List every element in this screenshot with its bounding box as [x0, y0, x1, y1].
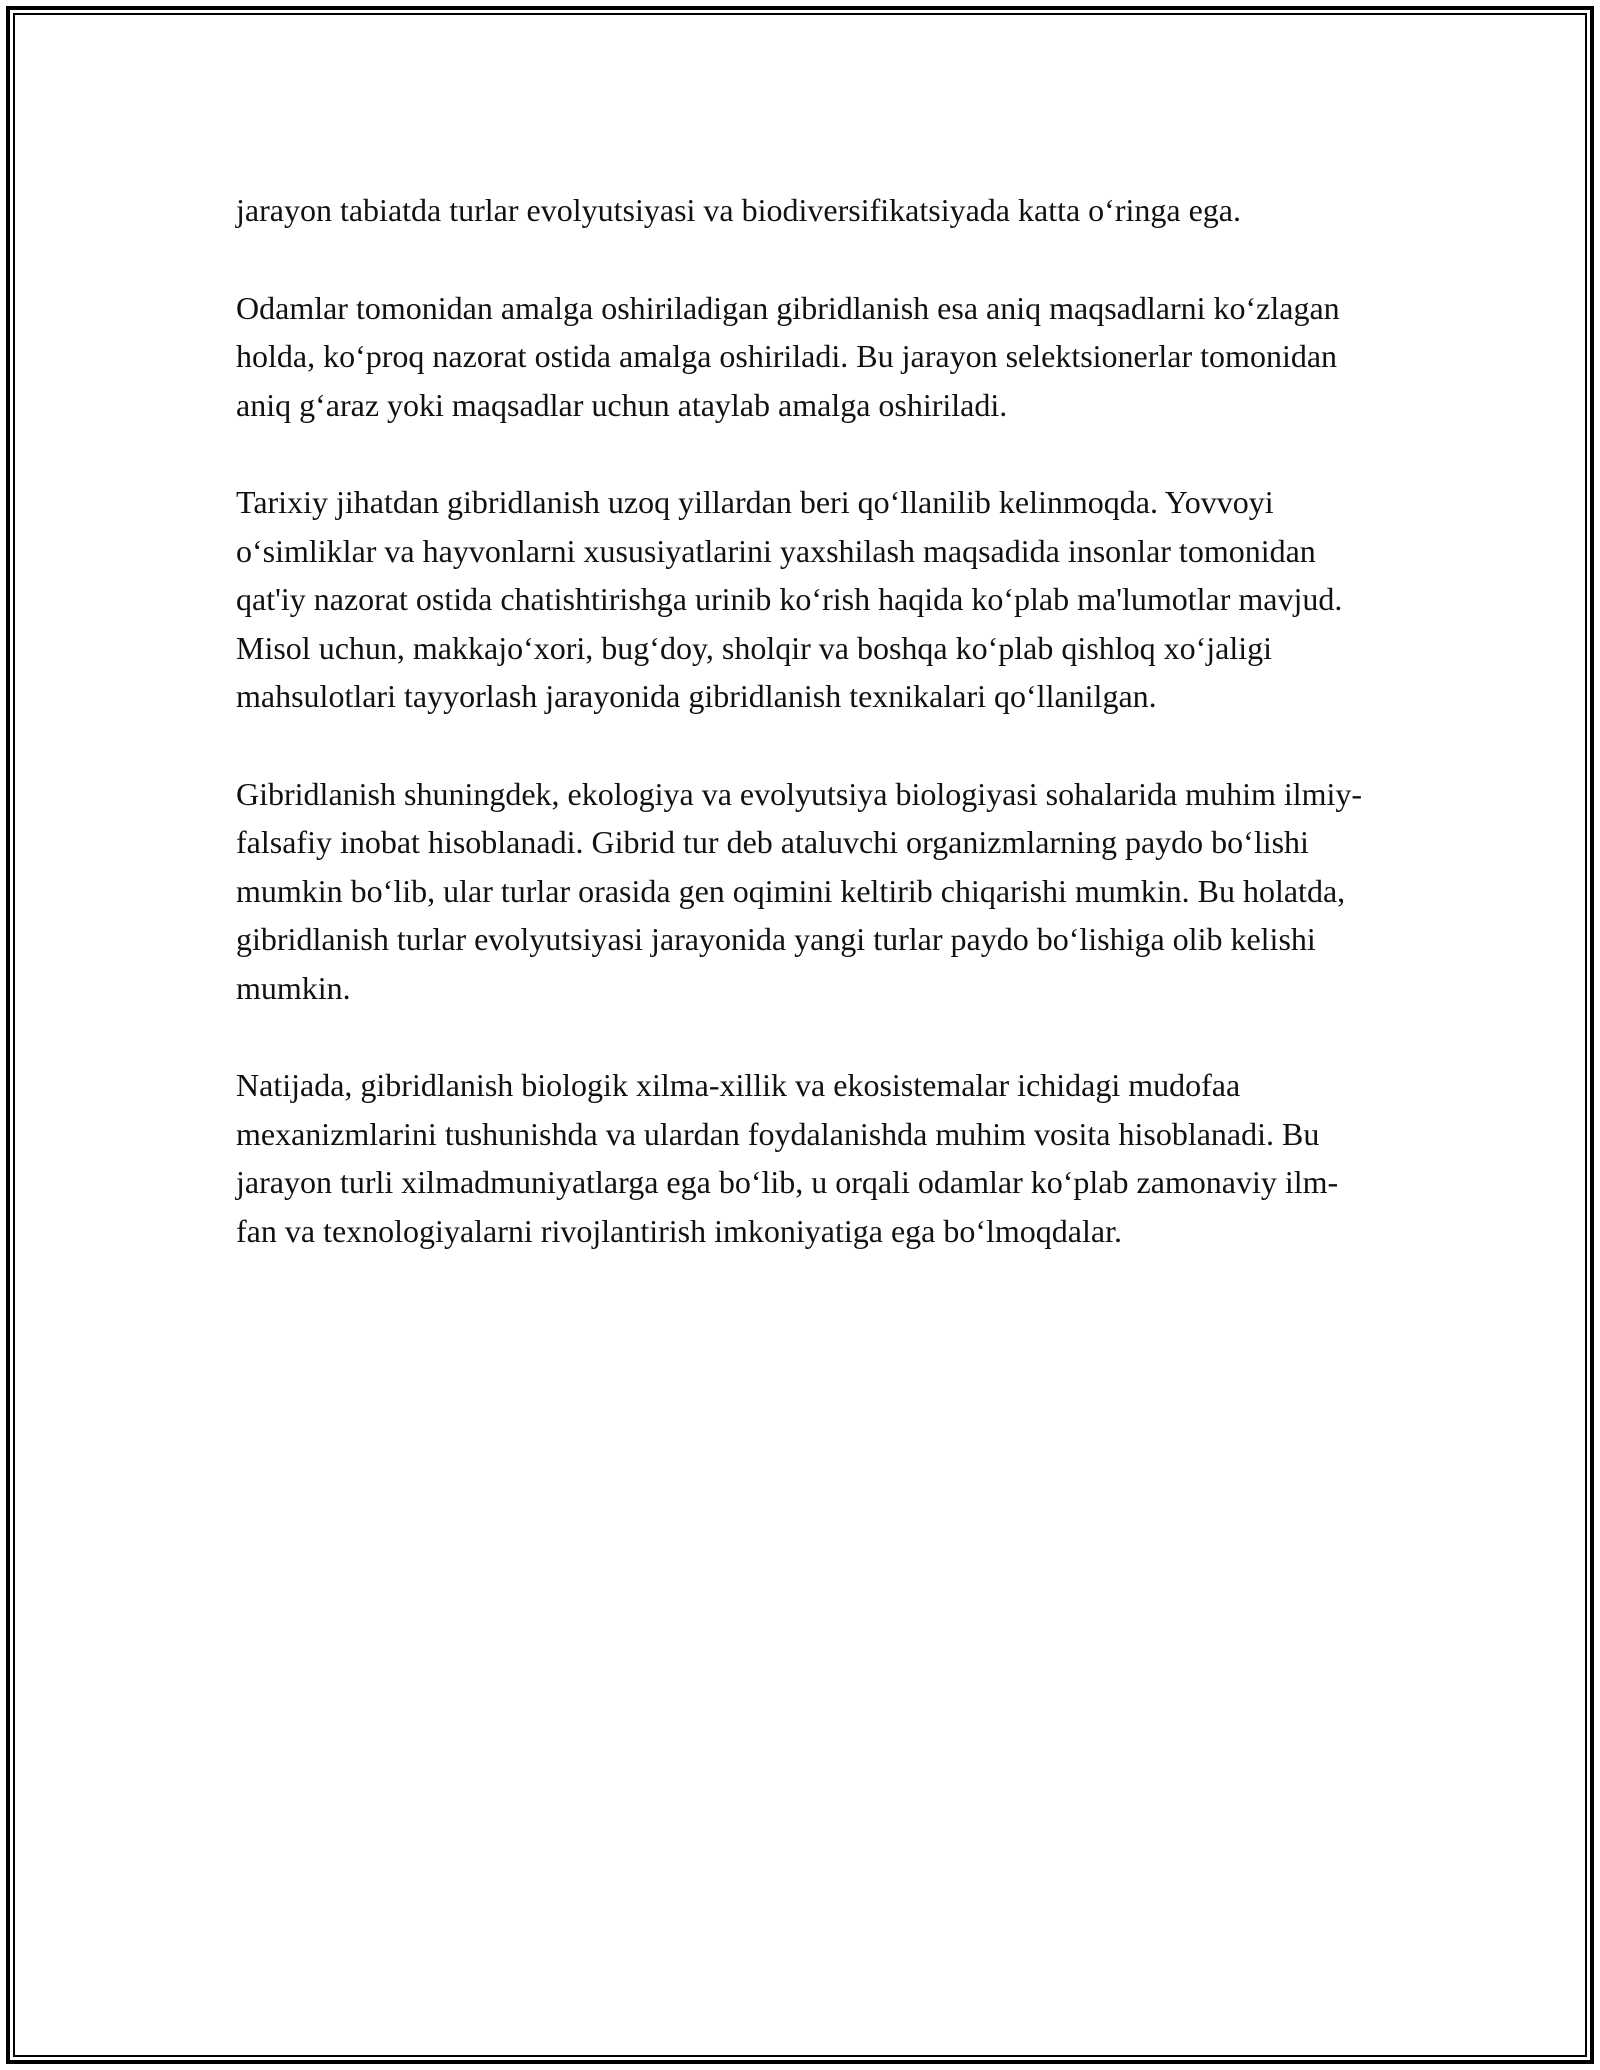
paragraph: Odamlar tomonidan amalga oshiriladigan gibridlanish esa aniq maqsadlarni ko‘zlagan holda, ko‘proq nazorat ostida amalga oshiriladi. Bu jarayon selektsionerlar tomonidan aniq g‘araz yoki maqsadlar uchun ataylab amalga oshiriladi. — [236, 289, 1340, 423]
document-body — [236, 186, 1376, 1304]
paragraph: jarayon tabiatda turlar evolyutsiyasi va biodiversifikatsiyada katta o‘ringa ega. — [236, 192, 1241, 228]
paragraph: Natijada, gibridlanish biologik xilma-xillik va ekosistemalar ichidagi mudofaa mexanizmlarini tushunishda va ulardan foydalanishda muhim vosita hisoblanadi. Bu jarayon turli xilmadmuniyatlarga ega bo‘lib, u orqali odamlar ko‘plab zamonaviy ilm-fan va texnologiyalarni rivojlantirish imkoniyatiga ega bo‘lmoqdalar. — [236, 1067, 1339, 1249]
paragraph: Tarixiy jihatdan gibridlanish uzoq yillardan beri qo‘llanilib kelinmoqda. Yovvoyi o‘simliklar va hayvonlarni xususiyatlarini yaxshilash maqsadida insonlar tomonidan qat'iy nazorat ostida chatishtirishga urinib ko‘rish haqida ko‘plab ma'lumotlar mavjud. Misol uchun, makkajo‘xori, bug‘doy, sholqir va boshqa ko‘plab qishloq xo‘jaligi mahsulotlari tayyorlash jarayonida gibridlanish texnikalari qo‘llanilgan. — [236, 484, 1343, 714]
paragraph: Gibridlanish shuningdek, ekologiya va evolyutsiya biologiyasi sohalarida muhim ilmiy-falsafiy inobat hisoblanadi. Gibrid tur deb ataluvchi organizmlarning paydo bo‘lishi mumkin bo‘lib, ular turlar orasida gen oqimini keltirib chiqarishi mumkin. Bu holatda, gibridlanish turlar evolyutsiyasi jarayonida yangi turlar paydo bo‘lishiga olib kelishi mumkin. — [236, 775, 1363, 1006]
